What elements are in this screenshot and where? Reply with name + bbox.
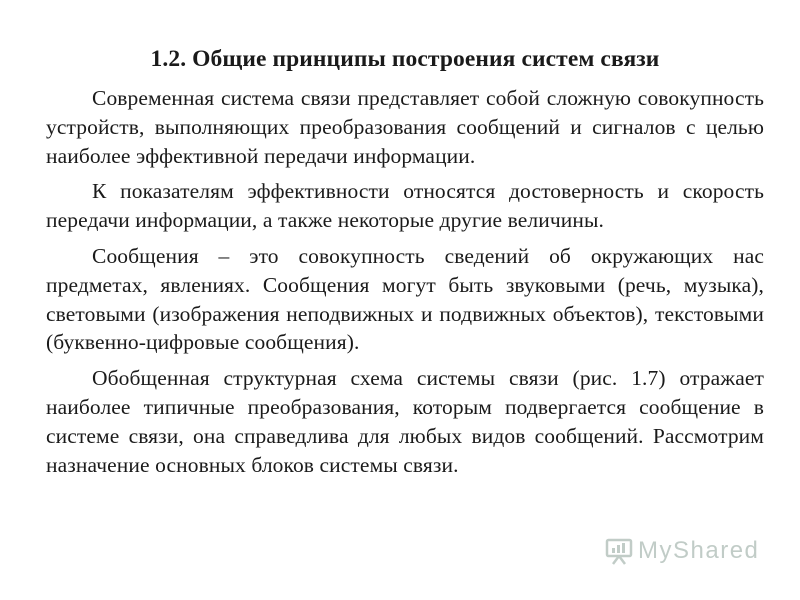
presentation-board-icon xyxy=(604,536,634,566)
paragraph-3: Сообщения – это совокупность сведений об окружающих нас предметах, явлениях. Сообщения могут быть звуковыми (речь, музыка), световыми (изображения неподвижных и подвижных объектов), текстовыми (буквенно-цифровые сообщения). xyxy=(46,243,764,355)
paragraph-2: К показателям эффективности относятся достоверность и скорость передачи информации, а также некоторые другие величины. xyxy=(46,179,764,233)
section-title: 1.2. Общие принципы построения систем связи xyxy=(150,46,660,72)
paragraph-1: Современная система связи представляет собой сложную совокупность устройств, выполняющих преобразования сообщений и сигналов с целью наиболее эффективной передачи информации. xyxy=(46,86,764,168)
watermark xyxy=(604,536,759,566)
watermark-text: MyShared xyxy=(638,537,760,564)
paragraph-4: Обобщенная структурная схема системы связи (рис. 1.7) отражает наиболее типичные преобразования, которым подвергается сообщение в системе связи, она справедлива для любых видов сообщений. Рассмотрим назначение основных блоков системы связи. xyxy=(46,366,764,477)
